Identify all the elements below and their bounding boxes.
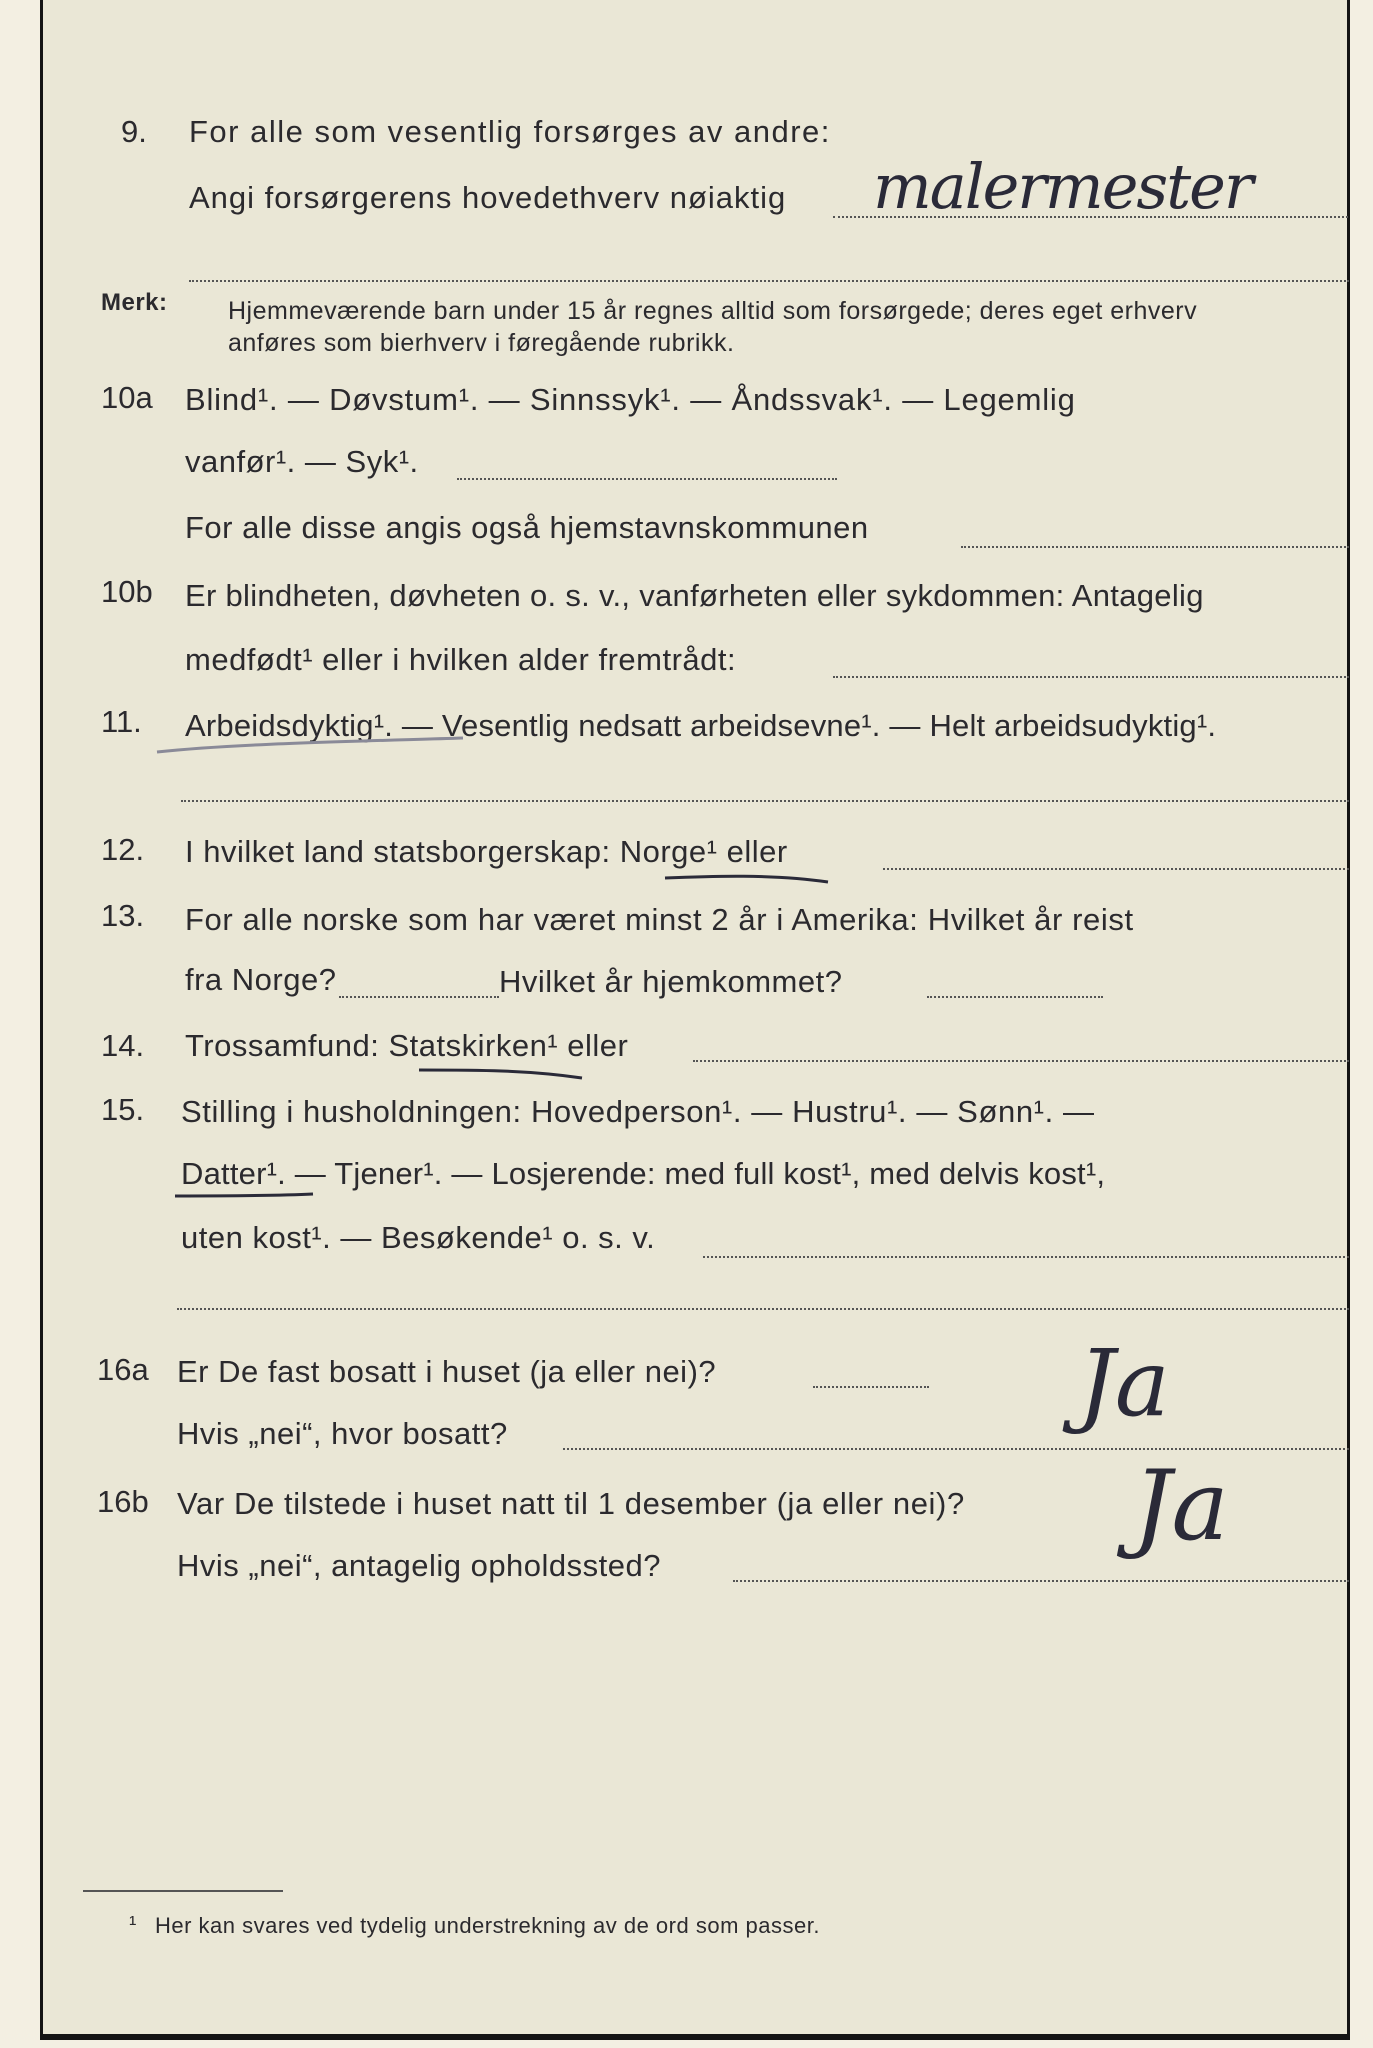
question-15-line-3: uten kost¹. — Besøkende¹ o. s. v. [181, 1220, 656, 1255]
question-11-underline-mark [153, 730, 473, 760]
question-15-number: 15. [101, 1092, 145, 1127]
question-16a-handwritten-answer: Ja [1078, 1330, 1170, 1437]
question-14-number: 14. [101, 1028, 145, 1063]
question-10b-answer-line [833, 676, 1349, 678]
question-9-extra-line [189, 280, 1349, 282]
question-10a-line-3: For alle disse angis også hjemstavnskommunen [185, 510, 869, 545]
question-13-line-2a: fra Norge? [185, 962, 337, 997]
question-9-number: 9. [121, 114, 147, 149]
question-13-departure-line [339, 996, 499, 998]
question-16a-number: 16a [97, 1352, 149, 1387]
question-13-return-line [927, 996, 1103, 998]
question-9-line-1: For alle som vesentlig forsørges av andre: [189, 114, 831, 149]
footnote-rule [83, 1890, 283, 1892]
question-13-number: 13. [101, 898, 145, 933]
question-15-line-2: Datter¹. — Tjener¹. — Losjerende: med full kost¹, med delvis kost¹, [181, 1156, 1106, 1191]
question-13-line-1: For alle norske som har været minst 2 år i Amerika: Hvilket år reist [185, 902, 1134, 937]
question-10a-line-1: Blind¹. — Døvstum¹. — Sinnssyk¹. — Åndssvak¹. — Legemlig [185, 382, 1076, 417]
footnote-mark: ¹ [129, 1911, 137, 1936]
question-16a-line-1: Er De fast bosatt i huset (ja eller nei)? [177, 1354, 717, 1389]
question-12-underline-mark [663, 872, 833, 892]
question-15-answer-line [703, 1256, 1349, 1258]
question-15-underline-mark [173, 1190, 323, 1206]
question-14-underline-mark [417, 1064, 587, 1084]
question-11-number: 11. [101, 704, 142, 739]
question-16a-answer-line [813, 1386, 929, 1388]
question-11-extra-line [181, 800, 1349, 802]
question-11-line-1: Arbeidsdyktig¹. — Vesentlig nedsatt arbeidsevne¹. — Helt arbeidsudyktig¹. [185, 708, 1217, 743]
question-15-extra-line [177, 1308, 1349, 1310]
question-10a-hometown-line [961, 546, 1349, 548]
question-9-line-2: Angi forsørgerens hovedethverv nøiaktig [189, 180, 787, 215]
question-10a-line-2: vanfør¹. — Syk¹. [185, 444, 419, 479]
question-12-line-1: I hvilket land statsborgerskap: Norge¹ eller [185, 834, 788, 869]
question-14-answer-line [693, 1060, 1349, 1062]
question-16b-line-2: Hvis „nei“, antagelig opholdssted? [177, 1548, 661, 1583]
question-13-line-2b: Hvilket år hjemkommet? [499, 964, 843, 999]
census-form-page [40, 0, 1350, 2040]
question-10b-line-1: Er blindheten, døvheten o. s. v., vanførheten eller sykdommen: Antagelig [185, 578, 1204, 613]
question-16b-line-1: Var De tilstede i huset natt til 1 desember (ja eller nei)? [177, 1486, 965, 1521]
merk-text-2: anføres som bierhverv i føregående rubrikk. [228, 329, 735, 357]
question-14-line-1: Trossamfund: Statskirken¹ eller [185, 1028, 629, 1063]
merk-text-1: Hjemmeværende barn under 15 år regnes alltid som forsørgede; deres eget erhverv [228, 297, 1198, 325]
question-16a-line-2: Hvis „nei“, hvor bosatt? [177, 1416, 508, 1451]
question-16a-location-line [563, 1448, 1349, 1450]
question-16b-handwritten-answer: Ja [1133, 1450, 1229, 1562]
question-12-number: 12. [101, 832, 145, 867]
merk-label: Merk: [101, 289, 168, 316]
question-10b-number: 10b [101, 574, 153, 609]
question-15-line-1: Stilling i husholdningen: Hovedperson¹. — Hustru¹. — Sønn¹. — [181, 1094, 1095, 1129]
question-16b-location-line [733, 1580, 1349, 1582]
question-16b-number: 16b [97, 1484, 149, 1519]
question-10b-line-2: medfødt¹ eller i hvilken alder fremtrådt: [185, 642, 737, 677]
question-10a-number: 10a [101, 380, 153, 415]
question-12-answer-line [883, 868, 1349, 870]
question-9-handwritten-answer: malermester [873, 150, 1252, 223]
footnote-text: Her kan svares ved tydelig understrekning av de ord som passer. [155, 1913, 820, 1938]
question-10a-answer-line [457, 478, 837, 480]
